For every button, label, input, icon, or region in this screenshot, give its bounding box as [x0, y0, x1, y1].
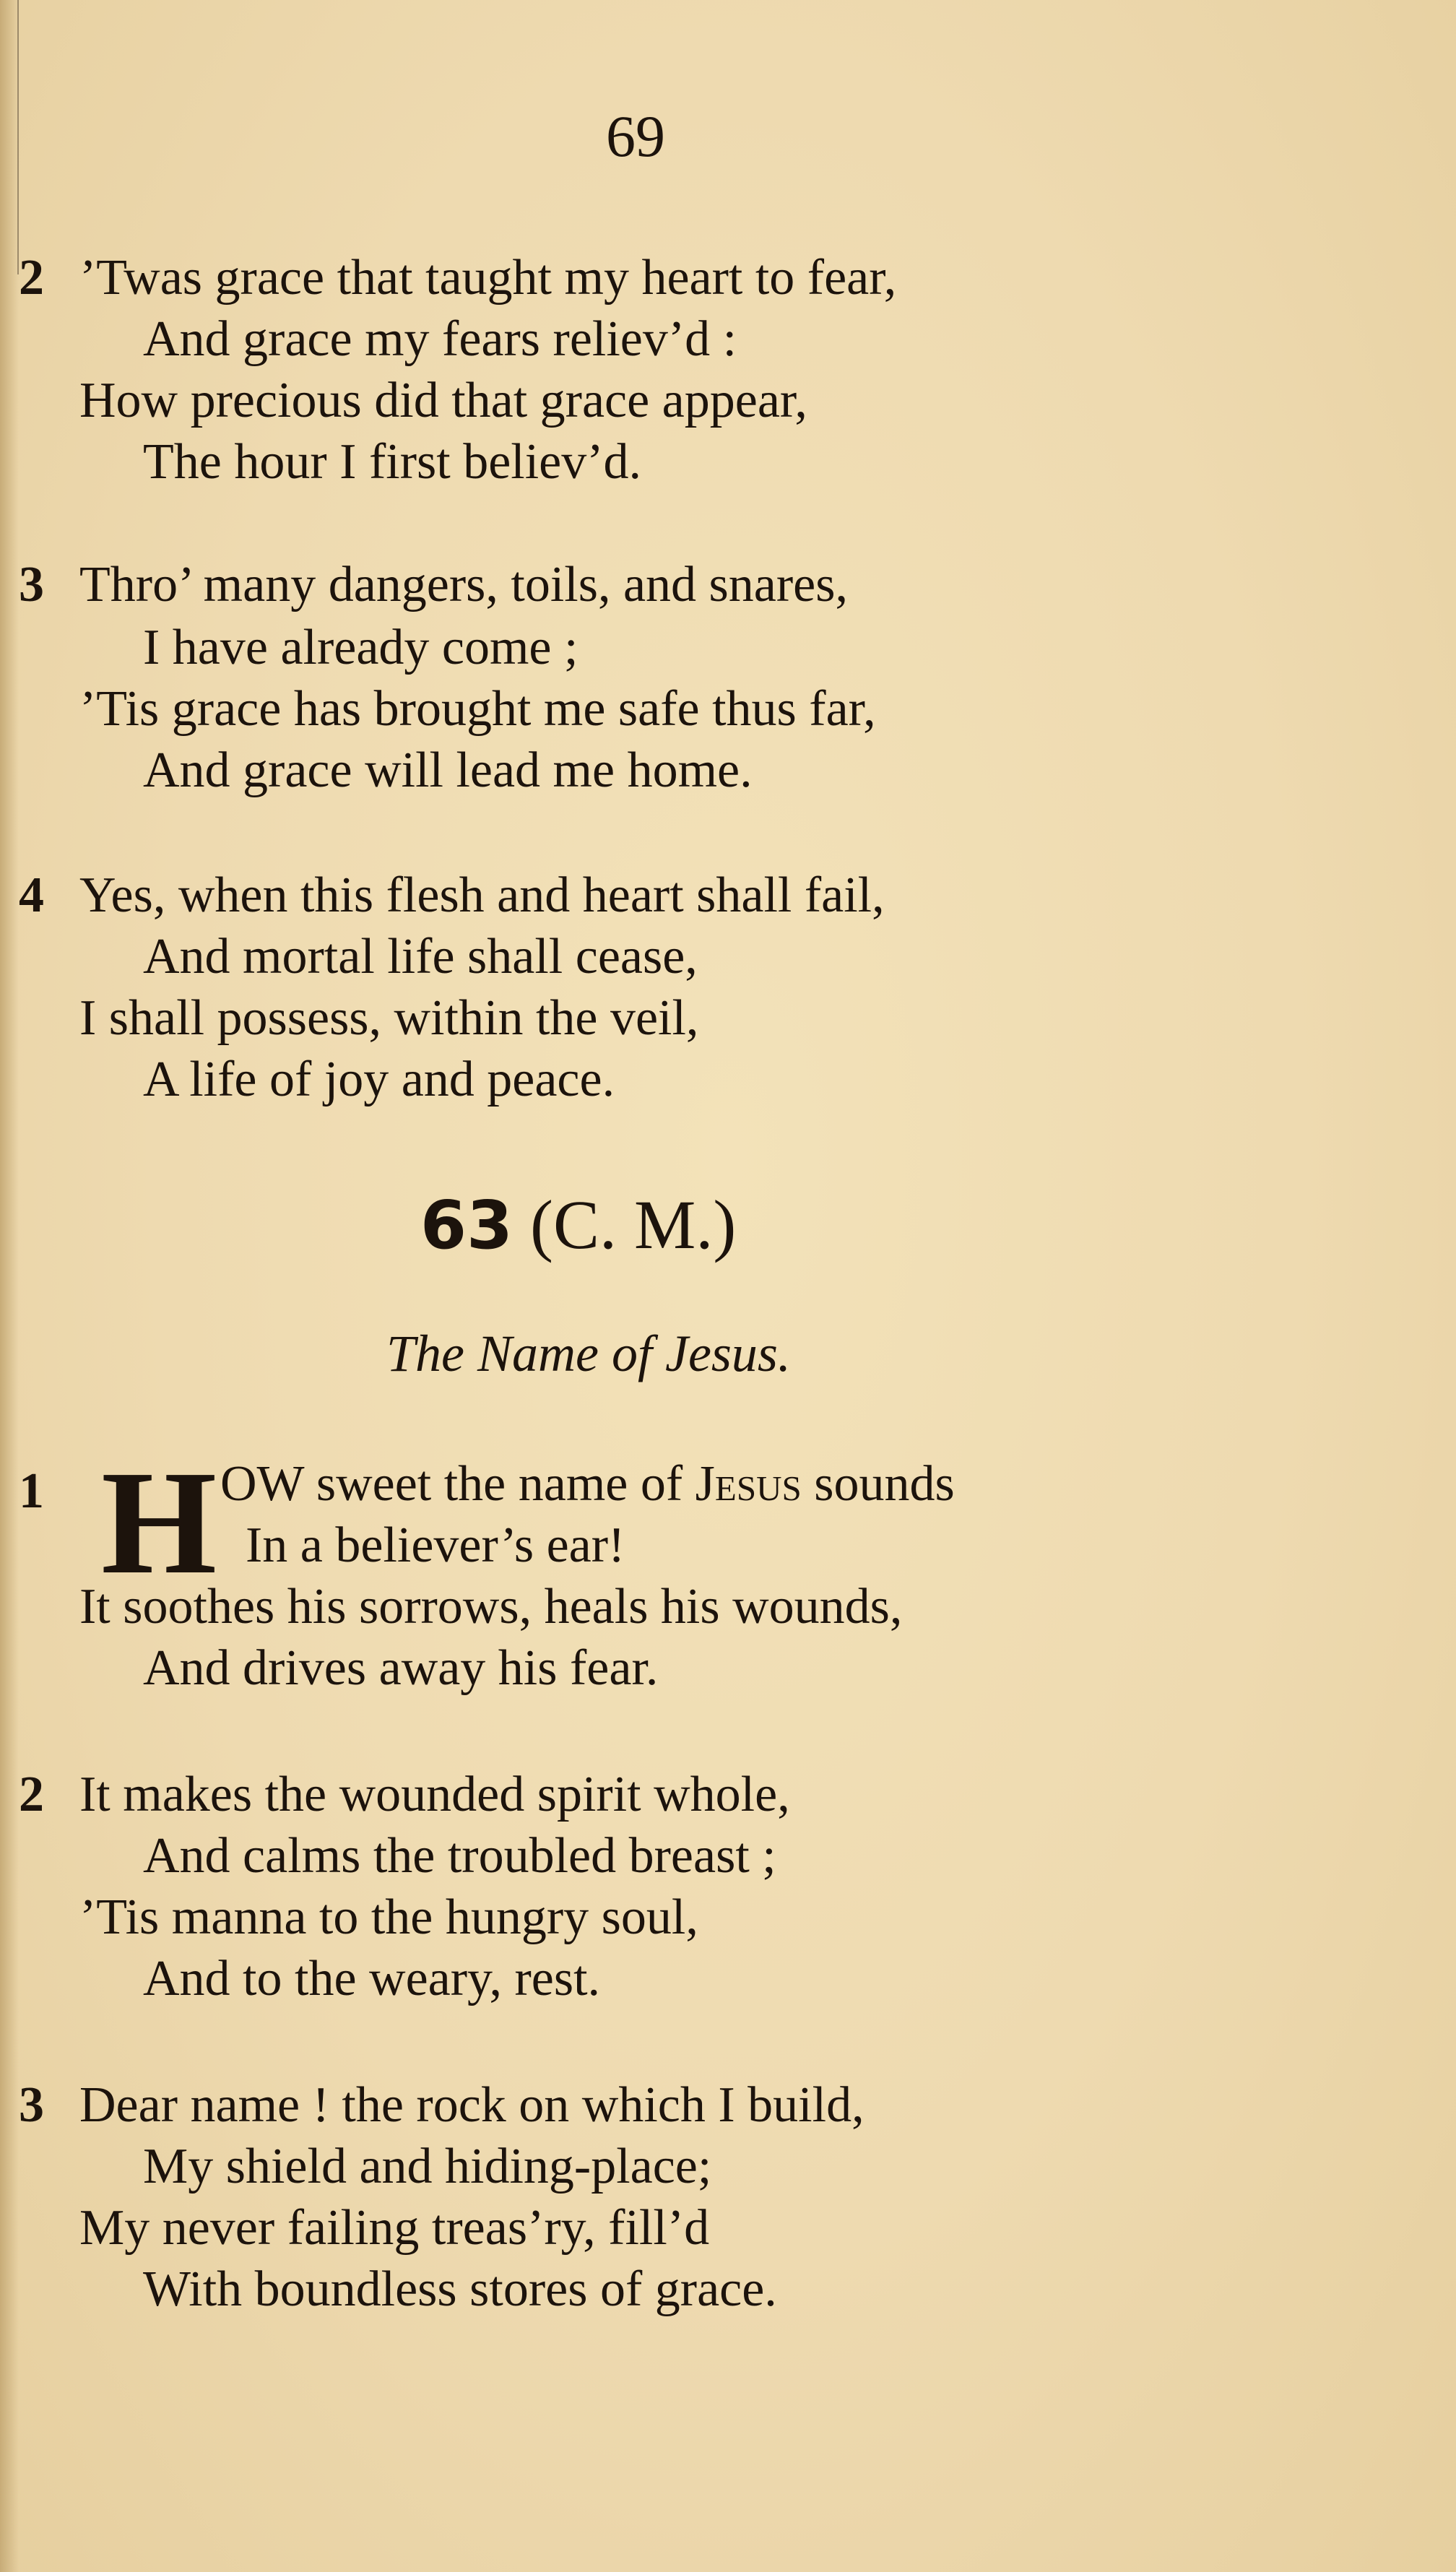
stanza-number: 2 — [19, 250, 44, 306]
stanza-line: My never failing treas’ry, fill’d — [79, 2200, 710, 2256]
stanza-line: Dear name ! the rock on which I build, — [79, 2077, 864, 2133]
drop-cap: H — [101, 1439, 217, 1605]
first-line-end: sounds — [801, 1456, 955, 1512]
stanza-line: And mortal life shall cease, — [143, 929, 698, 984]
hymn-meter: (C. M.) — [530, 1186, 737, 1263]
stanza-line: I shall possess, within the veil, — [79, 990, 699, 1046]
stanza-line: ’Twas grace that taught my heart to fear, — [79, 250, 897, 306]
stanza-line: In a believer’s ear! — [246, 1517, 625, 1573]
stanza-line: I have already come ; — [143, 620, 578, 675]
stanza-number: 4 — [19, 867, 44, 923]
stanza-line: And drives away his fear. — [143, 1640, 659, 1696]
page-spine-shadow — [0, 0, 19, 2572]
stanza-line: And to the weary, rest. — [143, 1951, 601, 2006]
stanza-line: ’Tis manna to the hungry soul, — [79, 1889, 698, 1945]
stanza-line: My shield and hiding-place; — [143, 2139, 712, 2194]
stanza-number: 3 — [19, 2077, 44, 2133]
stanza-line: The hour I first believ’d. — [143, 434, 642, 490]
first-line-start: OW sweet the name of — [220, 1456, 696, 1512]
stanza-line: ’Tis grace has brought me safe thus far, — [79, 681, 876, 737]
stanza-number: 2 — [19, 1767, 44, 1822]
stanza-line: With boundless stores of grace. — [143, 2261, 777, 2317]
stanza-number: 3 — [19, 557, 44, 612]
page-edge-line — [17, 0, 19, 274]
stanza-line: And grace my fears reliev’d : — [143, 311, 737, 367]
page-number: 69 — [606, 103, 665, 169]
hymn-title: The Name of Jesus. — [386, 1325, 791, 1382]
stanza-line: A life of joy and peace. — [143, 1052, 615, 1107]
stanza-line: Yes, when this flesh and heart shall fail, — [79, 867, 885, 923]
stanza-line: How precious did that grace appear, — [79, 373, 807, 428]
stanza-line: And calms the troubled breast ; — [143, 1828, 776, 1884]
stanza-line: Thro’ many dangers, toils, and snares, — [79, 557, 848, 612]
stanza-line: It soothes his sorrows, heals his wounds, — [79, 1579, 903, 1634]
stanza-first-line — [220, 1456, 955, 1512]
hymn-heading — [420, 1186, 737, 1264]
hymn-number: 63 — [420, 1187, 514, 1264]
stanza-number: 1 — [19, 1463, 44, 1519]
stanza-line: It makes the wounded spirit whole, — [79, 1767, 790, 1822]
name-jesus: Jesus — [695, 1456, 802, 1512]
stanza-line: And grace will lead me home. — [143, 742, 753, 798]
